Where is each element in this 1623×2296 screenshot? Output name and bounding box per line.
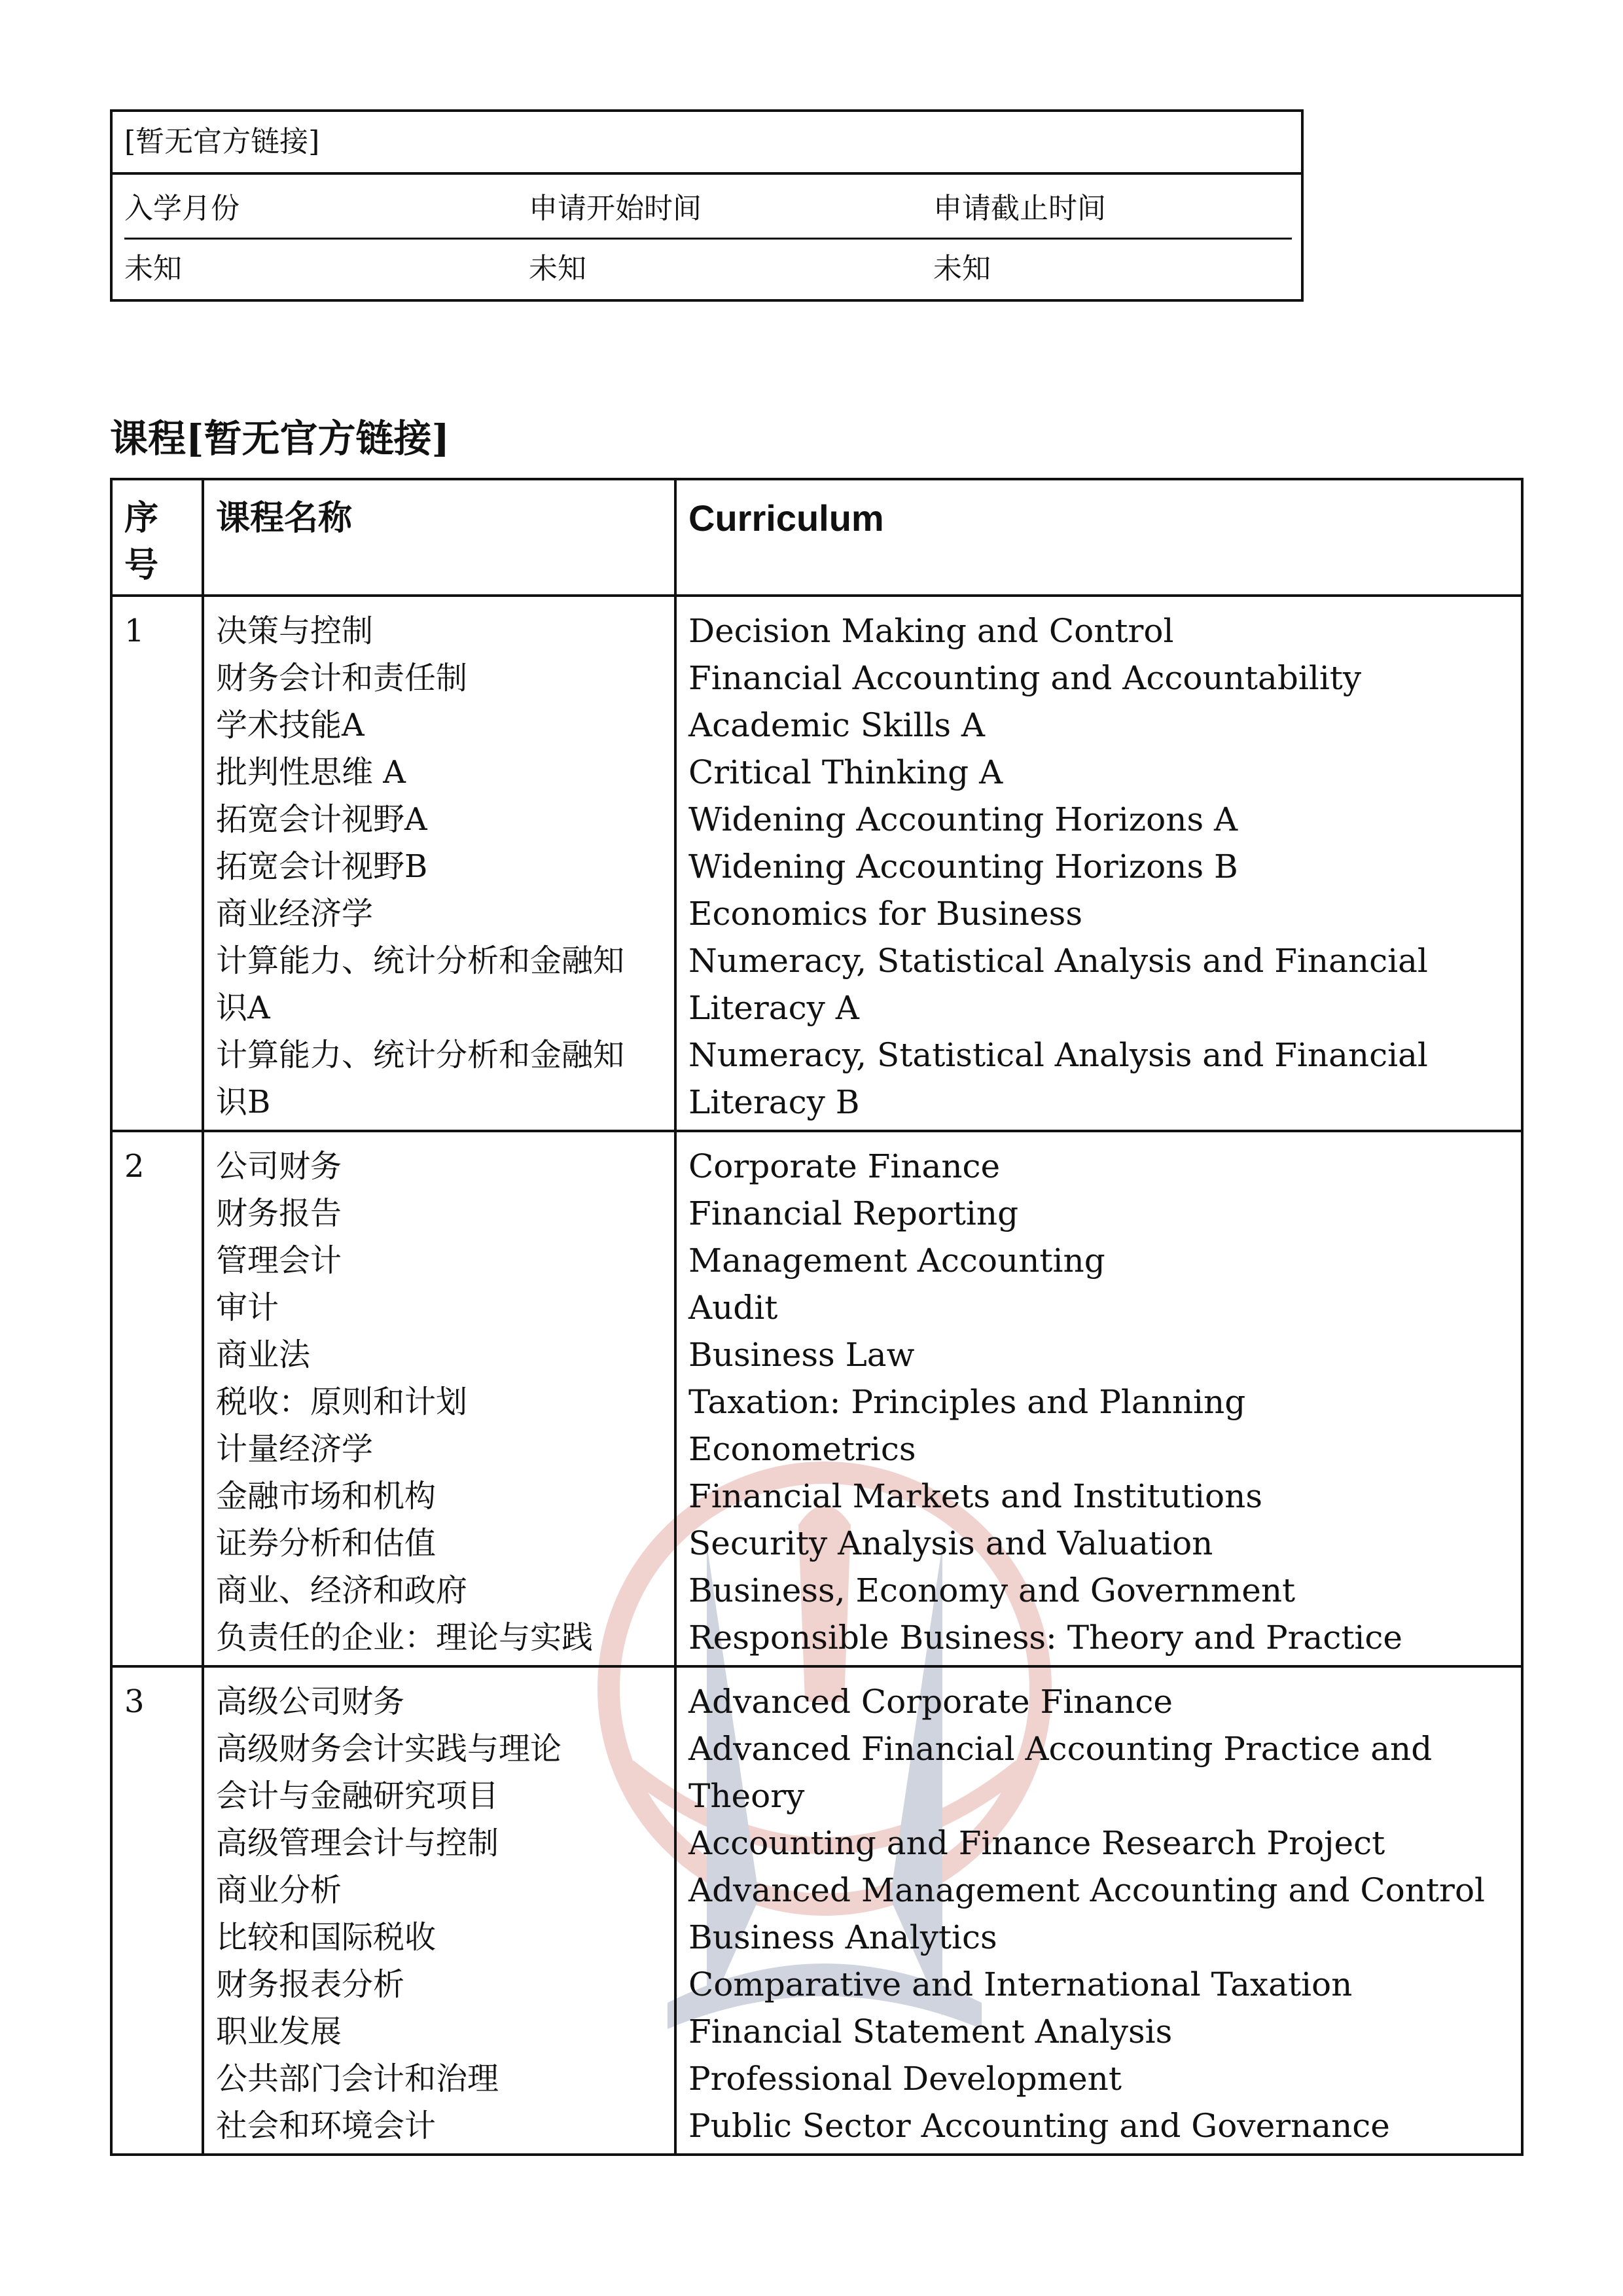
course-name-en: Econometrics bbox=[688, 1430, 916, 1468]
course-names-cn-cell bbox=[203, 1666, 675, 2155]
admission-divider bbox=[113, 172, 1301, 175]
course-name-en: Advanced Corporate Finance bbox=[688, 1683, 1173, 1721]
course-name-en: Economics for Business bbox=[688, 895, 1082, 933]
course-names-en-cell bbox=[675, 1131, 1522, 1666]
header-curriculum bbox=[675, 479, 1522, 596]
header-course-name-text: 课程名称 bbox=[216, 498, 353, 538]
course-name-en: Responsible Business: Theory and Practice bbox=[688, 1619, 1403, 1657]
course-name-cn: 拓宽会计视野A bbox=[216, 801, 427, 838]
course-name-cn: 比较和国际税收 bbox=[216, 1919, 437, 1956]
course-name-cn: 拓宽会计视野B bbox=[216, 848, 428, 885]
course-group-number-text: 3 bbox=[124, 1683, 145, 1720]
course-name-cn: 识A bbox=[216, 990, 270, 1026]
course-name-cn: 商业、经济和政府 bbox=[216, 1572, 468, 1609]
course-names-en-cell bbox=[675, 1666, 1522, 2155]
course-names-cn-cell bbox=[203, 596, 675, 1131]
course-name-cn: 证券分析和估值 bbox=[216, 1525, 437, 1562]
course-name-cn: 金融市场和机构 bbox=[216, 1478, 437, 1515]
course-name-en: Literacy B bbox=[688, 1083, 860, 1121]
course-name-en: Critical Thinking A bbox=[688, 753, 1003, 791]
course-name-en: Academic Skills A bbox=[688, 706, 986, 744]
course-name-en: Financial Reporting bbox=[688, 1194, 1019, 1232]
course-name-cn: 计算能力、统计分析和金融知 bbox=[216, 1037, 625, 1073]
admission-header-underline bbox=[124, 238, 1292, 240]
course-name-en: Security Analysis and Valuation bbox=[688, 1524, 1213, 1562]
course-name-cn: 学术技能A bbox=[216, 707, 365, 744]
course-name-en: Literacy A bbox=[688, 989, 859, 1027]
admission-info-box bbox=[110, 109, 1304, 302]
courses-section-title: 课程[暂无官方链接] bbox=[110, 416, 450, 461]
course-name-en: Management Accounting bbox=[688, 1242, 1105, 1280]
course-name-cn: 决策与控制 bbox=[216, 613, 374, 649]
header-number bbox=[111, 479, 203, 596]
course-group-number bbox=[111, 1131, 203, 1666]
header-course-name bbox=[203, 479, 675, 596]
course-name-cn: 高级公司财务 bbox=[216, 1683, 405, 1720]
course-names-cn-cell bbox=[203, 1131, 675, 1666]
course-group-number-text: 1 bbox=[124, 613, 145, 649]
course-name-en: Comparative and International Taxation bbox=[688, 1965, 1353, 2003]
course-group-number-text: 2 bbox=[124, 1148, 145, 1185]
course-name-en: Decision Making and Control bbox=[688, 612, 1174, 650]
course-name-cn: 税收：原则和计划 bbox=[216, 1384, 468, 1420]
course-name-cn: 商业经济学 bbox=[216, 895, 374, 932]
course-group-row bbox=[111, 1131, 1522, 1666]
course-name-en: Widening Accounting Horizons A bbox=[688, 800, 1238, 838]
header-number-line-2: 号 bbox=[124, 545, 159, 585]
courses-table bbox=[110, 478, 1524, 2156]
course-name-cn: 职业发展 bbox=[216, 2013, 342, 2050]
course-name-en: Business Law bbox=[688, 1336, 915, 1374]
course-name-en: Numeracy, Statistical Analysis and Financial bbox=[688, 942, 1428, 980]
admission-official-link-text: [暂无官方链接] bbox=[124, 125, 320, 158]
header-intake-month: 入学月份 bbox=[124, 192, 240, 225]
course-name-cn: 会计与金融研究项目 bbox=[216, 1778, 499, 1814]
course-name-cn: 计算能力、统计分析和金融知 bbox=[216, 942, 625, 979]
course-name-en: Business Analytics bbox=[688, 1918, 997, 1956]
value-application-deadline: 未知 bbox=[933, 252, 991, 285]
course-rows bbox=[111, 596, 1522, 2155]
header-application-deadline: 申请截止时间 bbox=[933, 192, 1106, 225]
course-name-en: Business, Economy and Government bbox=[688, 1571, 1296, 1609]
course-name-en: Numeracy, Statistical Analysis and Financial bbox=[688, 1036, 1428, 1074]
courses-header-row bbox=[111, 479, 1522, 596]
course-name-cn: 管理会计 bbox=[216, 1242, 342, 1279]
course-name-cn: 计量经济学 bbox=[216, 1431, 374, 1467]
value-intake-month: 未知 bbox=[124, 252, 182, 285]
course-name-cn: 识B bbox=[216, 1084, 271, 1121]
course-name-en: Professional Development bbox=[688, 2060, 1122, 2098]
course-name-cn: 公司财务 bbox=[216, 1148, 342, 1185]
value-application-start: 未知 bbox=[529, 252, 586, 285]
course-name-en: Accounting and Finance Research Project bbox=[688, 1824, 1385, 1862]
course-name-cn: 财务报表分析 bbox=[216, 1966, 405, 2003]
course-name-en: Advanced Management Accounting and Control bbox=[688, 1871, 1486, 1909]
course-name-cn: 财务会计和责任制 bbox=[216, 660, 468, 696]
course-name-en: Corporate Finance bbox=[688, 1147, 1001, 1185]
course-name-cn: 批判性思维 A bbox=[216, 754, 406, 791]
course-name-cn: 社会和环境会计 bbox=[216, 2108, 437, 2144]
course-group-row bbox=[111, 596, 1522, 1131]
course-name-en: Public Sector Accounting and Governance bbox=[688, 2107, 1390, 2145]
course-group-number bbox=[111, 1666, 203, 2155]
header-number-line-1: 序 bbox=[124, 498, 159, 538]
course-name-cn: 高级财务会计实践与理论 bbox=[216, 1731, 562, 1767]
course-name-en: Audit bbox=[688, 1289, 778, 1327]
course-name-en: Financial Markets and Institutions bbox=[688, 1477, 1262, 1515]
course-name-en: Financial Accounting and Accountability bbox=[688, 659, 1362, 697]
course-name-cn: 商业法 bbox=[216, 1336, 311, 1373]
header-application-start: 申请开始时间 bbox=[529, 192, 702, 225]
course-group-row bbox=[111, 1666, 1522, 2155]
course-name-en: Advanced Financial Accounting Practice and bbox=[688, 1730, 1433, 1768]
course-name-en: Widening Accounting Horizons B bbox=[688, 848, 1238, 886]
course-name-cn: 公共部门会计和治理 bbox=[216, 2060, 499, 2097]
course-names-en-cell bbox=[675, 596, 1522, 1131]
course-name-en: Theory bbox=[688, 1777, 805, 1815]
course-name-en: Taxation: Principles and Planning bbox=[688, 1383, 1246, 1421]
course-name-en: Financial Statement Analysis bbox=[688, 2013, 1173, 2051]
course-name-cn: 审计 bbox=[216, 1289, 279, 1326]
course-name-cn: 高级管理会计与控制 bbox=[216, 1825, 499, 1861]
course-name-cn: 财务报告 bbox=[216, 1195, 342, 1232]
course-name-cn: 商业分析 bbox=[216, 1872, 342, 1909]
header-curriculum-text: Curriculum bbox=[688, 497, 884, 539]
course-group-number bbox=[111, 596, 203, 1131]
course-name-cn: 负责任的企业：理论与实践 bbox=[216, 1619, 594, 1656]
